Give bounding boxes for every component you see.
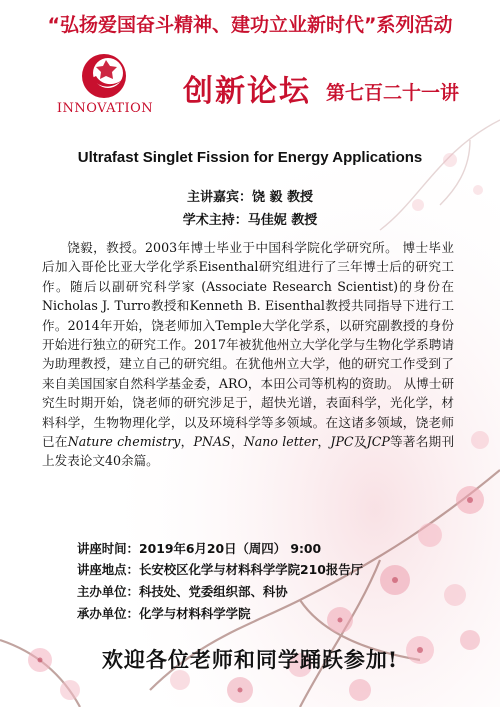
moderator-line [0, 209, 500, 228]
invitation-line: 欢迎各位老师和同学踊跃参加! [101, 647, 399, 672]
lecture-location-label: 讲座地点： [77, 562, 139, 577]
speaker-name: 饶 毅 教授 [251, 190, 314, 205]
host-unit [77, 604, 250, 622]
bio-separator: ， [230, 434, 244, 450]
speaker-bio [42, 238, 454, 471]
lecture-time [77, 539, 321, 557]
speaker-line [0, 186, 500, 205]
bio-separator: ， [317, 434, 331, 450]
organizer-value: 科技处、党委组织部、科协 [138, 584, 288, 599]
bio-text: 饶毅，教授。2003年博士毕业于中国科学院化学研究所。 博士毕业后加入哥伦比亚大学化学系Eisenthal研究组进行了三年博士后的研究工作。随后以副研究科学家 (Associate Research Scientist)的身份在Nicholas J. Turro教授和Kenneth B. Eisenthal教授共同指导下进行工作。2014年开始，饶老师加入Temple大学化学系，以研究副教授的身份开始进行独立的研究工作。2017年被犹他州立大学化学与生物化学系聘请为助理教授，建立自己的研究组。在犹他州立大学，他的研究工作受到了来自美国国家自然科学基金委，ARO，本田公司等机构的资助。 从博士研究生时期开始，饶老师的研究涉足于，超快光谱，表面科学，光化学，材料科学，生物物理化学，以及环境科学等多领域。在这诸多领域，饶老师已在 [42, 240, 454, 450]
host-unit-label: 承办单位： [77, 606, 139, 621]
lecture-time-value: 2019年6月20日（周四） 9:00 [138, 541, 322, 556]
journal-name: PNAS [193, 434, 231, 450]
host-unit-value: 化学与材料科学学院 [138, 606, 251, 621]
lecture-number: 第七百二十一讲 [326, 82, 460, 104]
bio-separator: ， [180, 434, 194, 450]
bio-tail: 等著名期刊上发表论文40余篇。 [42, 434, 455, 469]
speaker-label: 主讲嘉宾： [186, 190, 252, 205]
moderator-label: 学术主持： [182, 213, 248, 228]
lecture-location-value: 长安校区化学与材料科学学院210报告厅 [138, 562, 364, 577]
journal-name: Nature chemistry [67, 434, 181, 450]
lecture-location [77, 560, 363, 578]
series-title: “弘扬爱国奋斗精神、建功立业新时代”系列活动 [47, 14, 453, 36]
moderator-name: 马佳妮 教授 [247, 213, 318, 228]
talk-title: Ultrafast Singlet Fission for Energy Applications [77, 149, 423, 166]
journal-name: JCP [366, 434, 390, 450]
bio-separator: 及 [353, 434, 367, 450]
journal-name: JPC [330, 434, 354, 450]
organizer [77, 582, 288, 600]
organizer-label: 主办单位： [77, 584, 139, 599]
logo-wordmark: INNOVATION [56, 101, 154, 116]
forum-title: 创新论坛 [183, 74, 311, 109]
lecture-time-label: 讲座时间： [77, 541, 139, 556]
journal-name: Nano letter [243, 434, 318, 450]
